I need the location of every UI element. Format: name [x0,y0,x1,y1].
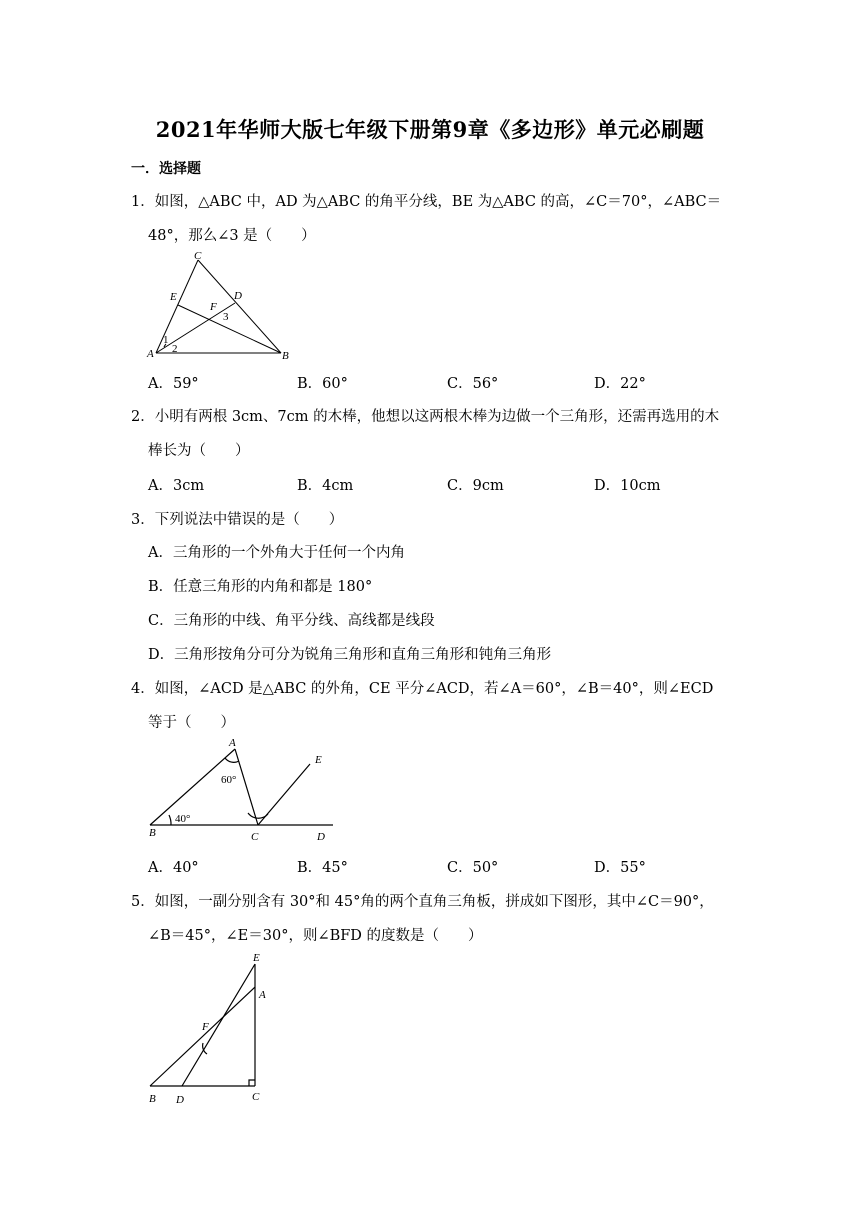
q3-option-d: D．三角形按角分可分为锐角三角形和直角三角形和钝角三角形 [148,647,552,663]
section-heading: 一．选择题 [131,161,201,177]
fig4-label-angle-b: 40° [175,813,191,825]
page-title: 2021年华师大版七年级下册第9章《多边形》单元必刷题 [155,117,705,142]
question-2-line-2: 棒长为（ ） [148,443,250,459]
q1-option-a: A．59° [148,376,199,392]
fig1-label-f: F [210,301,217,313]
figure-q1-triangle [140,248,300,363]
fig1-label-b: B [282,350,289,362]
figure-q5-triangle-boards [145,950,285,1110]
q3-option-a: A．三角形的一个外角大于任何一个内角 [148,545,405,561]
fig4-label-e: E [315,754,322,766]
fig1-label-angle-3: 3 [223,311,229,323]
q1-option-c: C．56° [447,376,499,392]
q2-option-a: A．3cm [148,478,205,494]
fig1-label-angle-2: 2 [172,343,178,355]
fig5-label-d: D [176,1094,184,1106]
q1-option-b: B．60° [297,376,348,392]
q4-option-c: C．50° [447,860,499,876]
question-1-line-2: 48°，那么∠3 是（ ） [148,228,316,244]
question-1-line-1: 1．如图，△ABC 中，AD 为△ABC 的角平分线，BE 为△ABC 的高，∠C＝70°，∠ABC＝ [131,194,722,210]
fig4-label-angle-a: 60° [221,774,237,786]
question-3-line-1: 3．下列说法中错误的是（ ） [131,512,344,528]
q2-option-d: D．10cm [594,478,661,494]
fig1-label-e: E [170,291,177,303]
q2-option-b: B．4cm [297,478,354,494]
q1-option-d: D．22° [594,376,646,392]
figure-q4-exterior-angle [145,736,345,844]
fig5-label-c: C [252,1091,260,1103]
fig4-label-c: C [251,831,259,843]
question-4-line-1: 4．如图，∠ACD 是△ABC 的外角，CE 平分∠ACD，若∠A＝60°，∠B＝40°，则∠ECD [131,681,714,697]
q3-option-b: B．任意三角形的内角和都是 180° [148,579,373,595]
fig4-label-a: A [229,737,236,749]
fig1-label-angle-1: 1 [163,334,169,346]
fig1-label-a: A [147,348,154,360]
fig1-label-c: C [194,250,202,262]
fig5-label-e: E [253,952,260,964]
fig4-label-b: B [149,827,156,839]
question-2-line-1: 2．小明有两根 3cm、7cm 的木棒，他想以这两根木棒为边做一个三角形，还需再选用的木 [131,409,720,425]
question-4-line-2: 等于（ ） [148,715,235,731]
q4-option-b: B．45° [297,860,348,876]
fig5-label-b: B [149,1093,156,1105]
q2-option-c: C．9cm [447,478,504,494]
q4-option-a: A．40° [148,860,199,876]
fig4-label-d: D [317,831,325,843]
q3-option-c: C．三角形的中线、角平分线、高线都是线段 [148,613,435,629]
question-5-line-2: ∠B＝45°，∠E＝30°，则∠BFD 的度数是（ ） [148,928,483,944]
fig5-label-a: A [259,989,266,1001]
fig5-label-f: F [202,1021,209,1033]
fig1-label-d: D [234,290,242,302]
question-5-line-1: 5．如图，一副分别含有 30°和 45°角的两个直角三角板，拼成如下图形，其中∠C＝90°， [131,894,714,910]
q4-option-d: D．55° [594,860,646,876]
